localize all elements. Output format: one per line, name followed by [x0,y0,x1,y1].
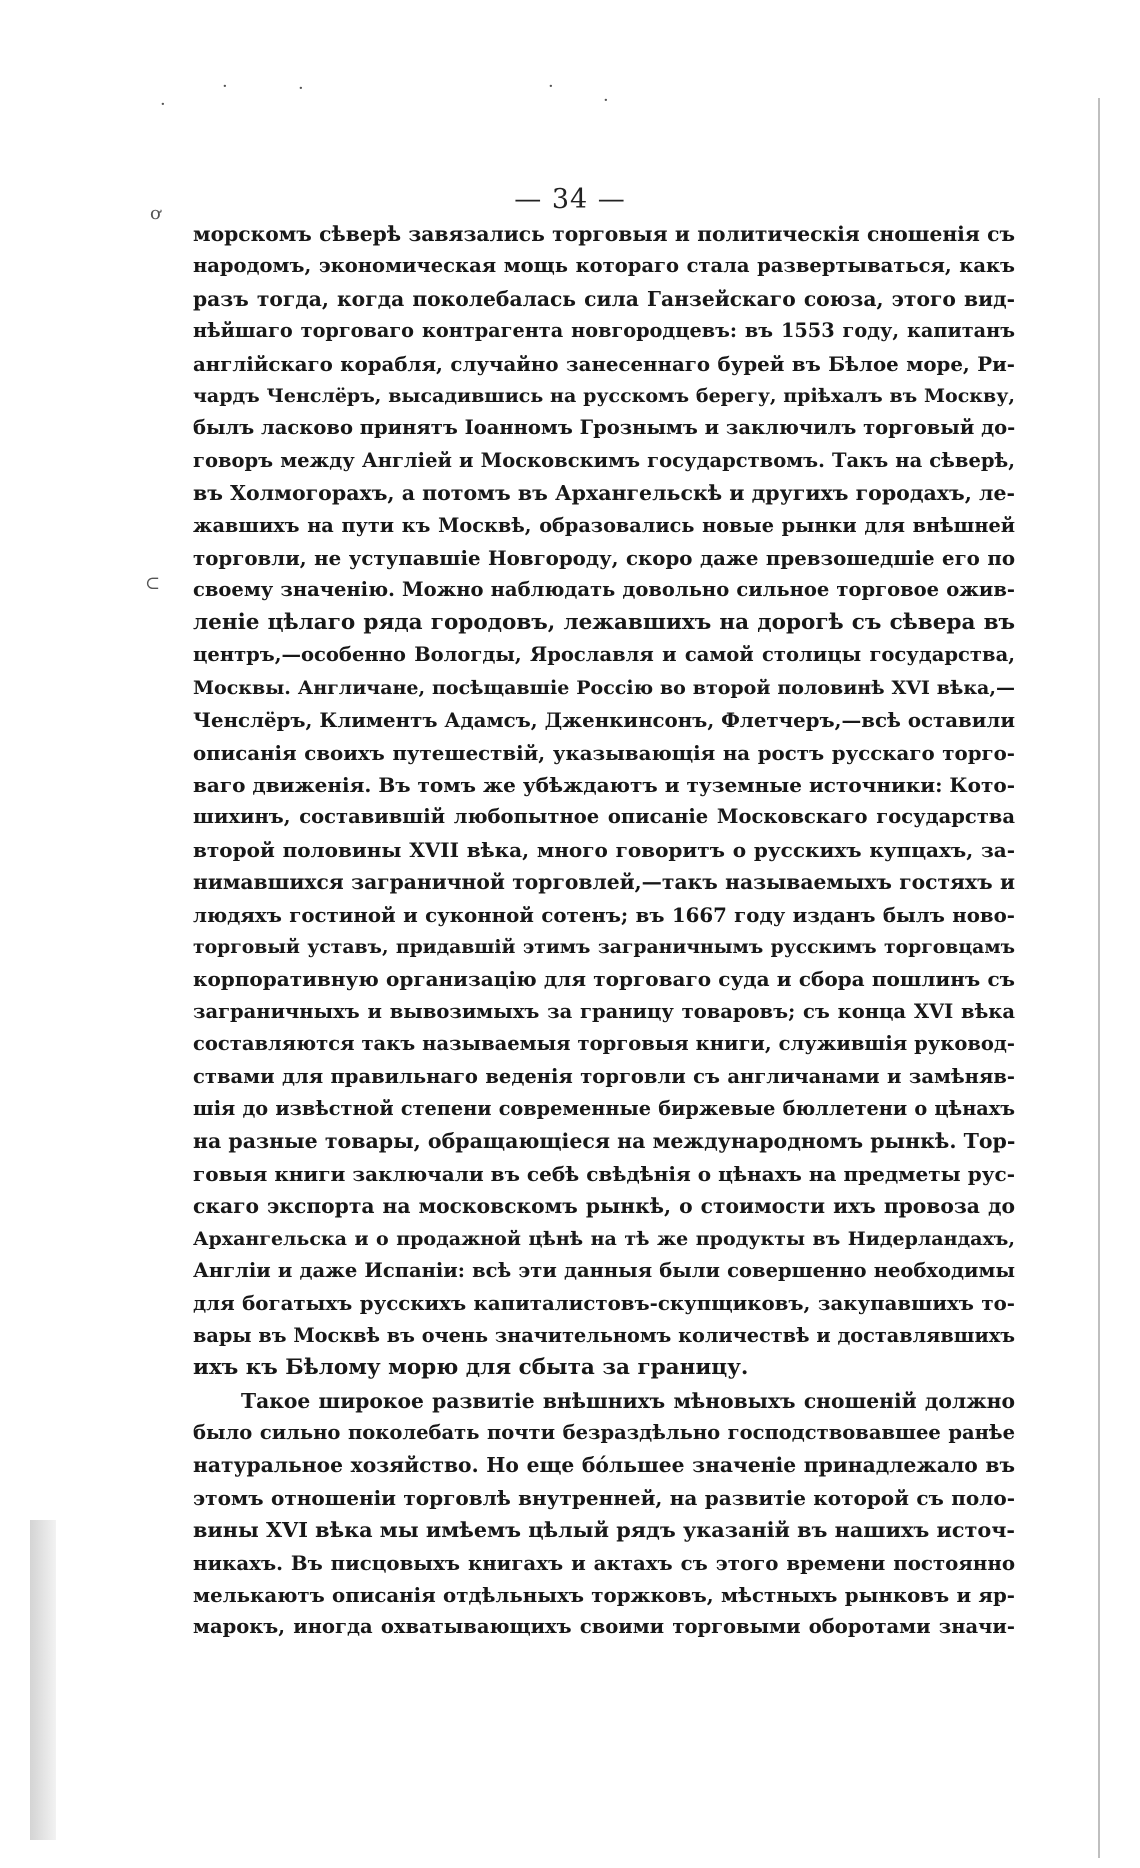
text-line: ваго движенія. Въ томъ же убѣждаютъ и туземные источники: Кото- [193,772,1015,797]
text-line: леніе цѣлаго ряда городовъ, лежавшихъ на дорогѣ съ сѣвера въ [193,609,1015,635]
text-line: Ченслёръ, Климентъ Адамсъ, Дженкинсонъ, Флетчеръ,—всѣ оставили [193,708,1015,733]
text-line: вары въ Москвѣ въ очень значительномъ количествѣ и доставлявшихъ [193,1323,1015,1347]
paragraph-2 [193,1385,1015,1644]
text-line: торговый уставъ, придавшій этимъ заграничнымъ русскимъ торговцамъ [193,935,1015,958]
text-line: этомъ отношеніи торговлѣ внутренней, на развитіе которой съ поло- [193,1485,1015,1510]
text-line: центръ,—особенно Вологды, Ярославля и самой столицы государства, [193,643,1015,667]
text-line: говыя книги заключали въ себѣ свѣдѣнія о цѣнахъ на предметы рус- [193,1161,1015,1186]
text-line: ствами для правильнаго веденія торговли съ англичанами и замѣняв- [193,1064,1015,1088]
text-line: корпоративную организацію для торговаго суда и сбора пошлинъ съ [193,967,1015,992]
text-line: разъ тогда, когда поколебалась сила Ганзейскаго союза, этого вид- [193,286,1015,311]
text-line: на разные товары, обращающіеся на международномъ рынкѣ. Тор- [193,1129,1015,1154]
paragraph-1 [193,218,1015,1385]
text-line: Такое широкое развитіе внѣшнихъ мѣновыхъ сношеній должно [241,1388,1015,1413]
text-line: второй половины XVII вѣка, много говоритъ о русскихъ купцахъ, за- [193,837,1015,862]
text-line: торговли, не уступавшіе Новгороду, скоро даже превзошедшіе его по [193,546,1015,571]
text-line: натуральное хозяйство. Но еще бóльшее значеніе принадлежало въ [193,1453,1015,1478]
text-line: вины XVI вѣка мы имѣемъ цѣлый рядъ указаній въ нашихъ источ- [193,1518,1015,1543]
page-number: — 34 — [514,184,626,215]
text-line: Англіи и даже Испаніи: всѣ эти данныя были совершенно необходимы [193,1259,1015,1282]
text-line: ихъ къ Бѣлому морю для сбыта за границу. [193,1355,749,1381]
text-line: народомъ, экономическая мощь котораго стала развертываться, какъ [193,254,1015,278]
text-line: составляются такъ называемыя торговыя книги, служившія руковод- [193,1032,1015,1056]
text-line: описанія своихъ путешествій, указывающія на ростъ русскаго торго- [193,740,1015,765]
page-edge-line [1098,98,1100,1858]
text-line: никахъ. Въ писцовыхъ книгахъ и актахъ съ этого времени постоянно [193,1550,1015,1575]
scan-speck: · [222,76,228,97]
text-line: чардъ Ченслёръ, высадившись на русскомъ берегу, пріѣхалъ въ Москву, [193,385,1015,408]
text-line: англійскаго корабля, случайно занесеннаго бурей въ Бѣлое море, Ри- [193,351,1015,376]
text-line: нимавшихся заграничной торговлей,—такъ называемыхъ гостяхъ и [193,870,1015,895]
scan-speck: ơ [150,203,161,224]
text-line: жавшихъ на пути къ Москвѣ, образовались новые рынки для внѣшней [193,513,1015,537]
text-line: для богатыхъ русскихъ капиталистовъ-скупщиковъ, закупавшихъ то- [193,1291,1015,1316]
text-line: нѣйшаго торговаго контрагента новгородцевъ: въ 1553 году, капитанъ [193,319,1015,343]
body-text [193,218,1015,1644]
scan-speck: · [603,90,609,111]
text-line: въ Холмогорахъ, а потомъ въ Архангельскѣ и другихъ городахъ, ле- [193,481,1015,506]
text-line: заграничныхъ и вывозимыхъ за границу товаровъ; съ конца XVI вѣка [193,999,1015,1023]
scan-shadow-edge [30,1520,56,1840]
text-line: марокъ, иногда охватывающихъ своими торговыми оборотами значи- [193,1615,1015,1639]
text-line: было сильно поколебать почти безраздѣльно господствовавшее ранѣе [193,1421,1015,1445]
text-line: былъ ласково принятъ Іоанномъ Грознымъ и заключилъ торговый до- [193,416,1015,440]
text-line: Архангельска и о продажной цѣнѣ на тѣ же продукты въ Нидерландахъ, [193,1227,1015,1250]
scan-speck: · [160,94,166,115]
text-line: скаго экспорта на московскомъ рынкѣ, о стоимости ихъ провоза до [193,1194,1015,1219]
text-line: шія до извѣстной степени современные биржевые бюллетени о цѣнахъ [193,1096,1015,1120]
text-line: говоръ между Англіей и Московскимъ государствомъ. Такъ на сѣверѣ, [193,448,1015,472]
scan-speck: ⊂ [145,573,161,594]
scan-speck: · [298,78,304,99]
text-line: морскомъ сѣверѣ завязались торговыя и политическія сношенія съ [193,222,1015,246]
text-line: мелькаютъ описанія отдѣльныхъ торжковъ, мѣстныхъ рынковъ и яр- [193,1583,1015,1608]
text-line: Москвы. Англичане, посѣщавшіе Россію во второй половинѣ XVI вѣка,— [193,676,1015,699]
scan-speck: · [548,76,554,97]
text-line: людяхъ гостиной и суконной сотенъ; въ 1667 году изданъ былъ ново- [193,902,1015,927]
text-line: своему значенію. Можно наблюдать довольно сильное торговое ожив- [193,578,1015,602]
text-line: шихинъ, составившій любопытное описаніе Московскаго государства [193,805,1015,829]
